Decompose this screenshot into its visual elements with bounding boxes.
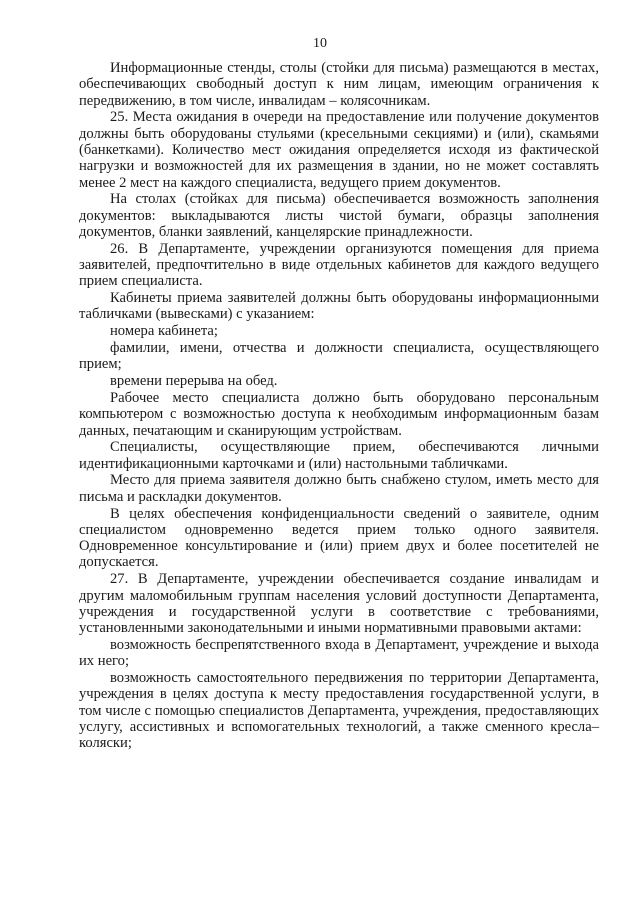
paragraph: Место для приема заявителя должно быть снабжено стулом, иметь место для письма и раскладки документов. bbox=[79, 472, 599, 505]
paragraph: 25. Места ожидания в очереди на предоставление или получение документов должны быть оборудованы стульями (кресельными секциями) и (или), скамьями (банкетками). Количество мест ожидания определяется исходя из фактической нагрузки и возможностей для их размещения в здании, но не может составлять менее 2 мест на каждого специалиста, ведущего прием документов. bbox=[79, 109, 599, 191]
paragraph: фамилии, имени, отчества и должности специалиста, осуществляющего прием; bbox=[79, 340, 599, 373]
page-number: 10 bbox=[313, 36, 327, 51]
paragraph: номера кабинета; bbox=[110, 323, 218, 340]
paragraph: В целях обеспечения конфиденциальности сведений о заявителе, одним специалистом одновременно ведется прием только одного заявителя. Одновременное консультирование и (или) прием двух и более посетителей не допускается. bbox=[79, 505, 599, 571]
document-body bbox=[79, 60, 599, 752]
paragraph: Специалисты, осуществляющие прием, обеспечиваются личными идентификационными карточками и (или) настольными табличками. bbox=[79, 439, 599, 472]
paragraph: 26. В Департаменте, учреждении организуются помещения для приема заявителей, предпочтительно в виде отдельных кабинетов для каждого ведущего прием специалиста. bbox=[79, 240, 599, 290]
paragraph: Рабочее место специалиста должно быть оборудовано персональным компьютером с возможностью доступа к необходимым информационным базам данных, печатающим и сканирующим устройствам. bbox=[79, 389, 599, 439]
paragraph: 27. В Департаменте, учреждении обеспечивается создание инвалидам и другим маломобильным группам населения условий доступности Департамента, учреждения и государственной услуги в соответствие с требованиями, установленными законодательными и иными нормативными правовыми актами: bbox=[79, 571, 599, 637]
paragraph: возможность беспрепятственного входа в Департамент, учреждение и выхода их него; bbox=[79, 636, 599, 670]
paragraph: На столах (стойках для письма) обеспечивается возможность заполнения документов: выкладываются листы чистой бумаги, образцы заполнения документов, бланки заявлений, канцелярские принадлежности. bbox=[79, 191, 599, 240]
paragraph: возможность самостоятельного передвижения по территории Департамента, учреждения в целях доступа к месту предоставления государственной услуги, в том числе с помощью специалистов Департамента, учреждения, предоставляющих услугу, ассистивных и вспомогательных технологий, а также сменного кресла–коляски; bbox=[79, 669, 599, 752]
paragraph: Информационные стенды, столы (стойки для письма) размещаются в местах, обеспечивающих свободный доступ к ним лицам, имеющим ограничения к передвижению, в том числе, инвалидам – колясочникам. bbox=[79, 60, 599, 109]
paragraph: Кабинеты приема заявителей должны быть оборудованы информационными табличками (вывесками) с указанием: bbox=[79, 290, 599, 323]
paragraph: времени перерыва на обед. bbox=[110, 373, 278, 390]
